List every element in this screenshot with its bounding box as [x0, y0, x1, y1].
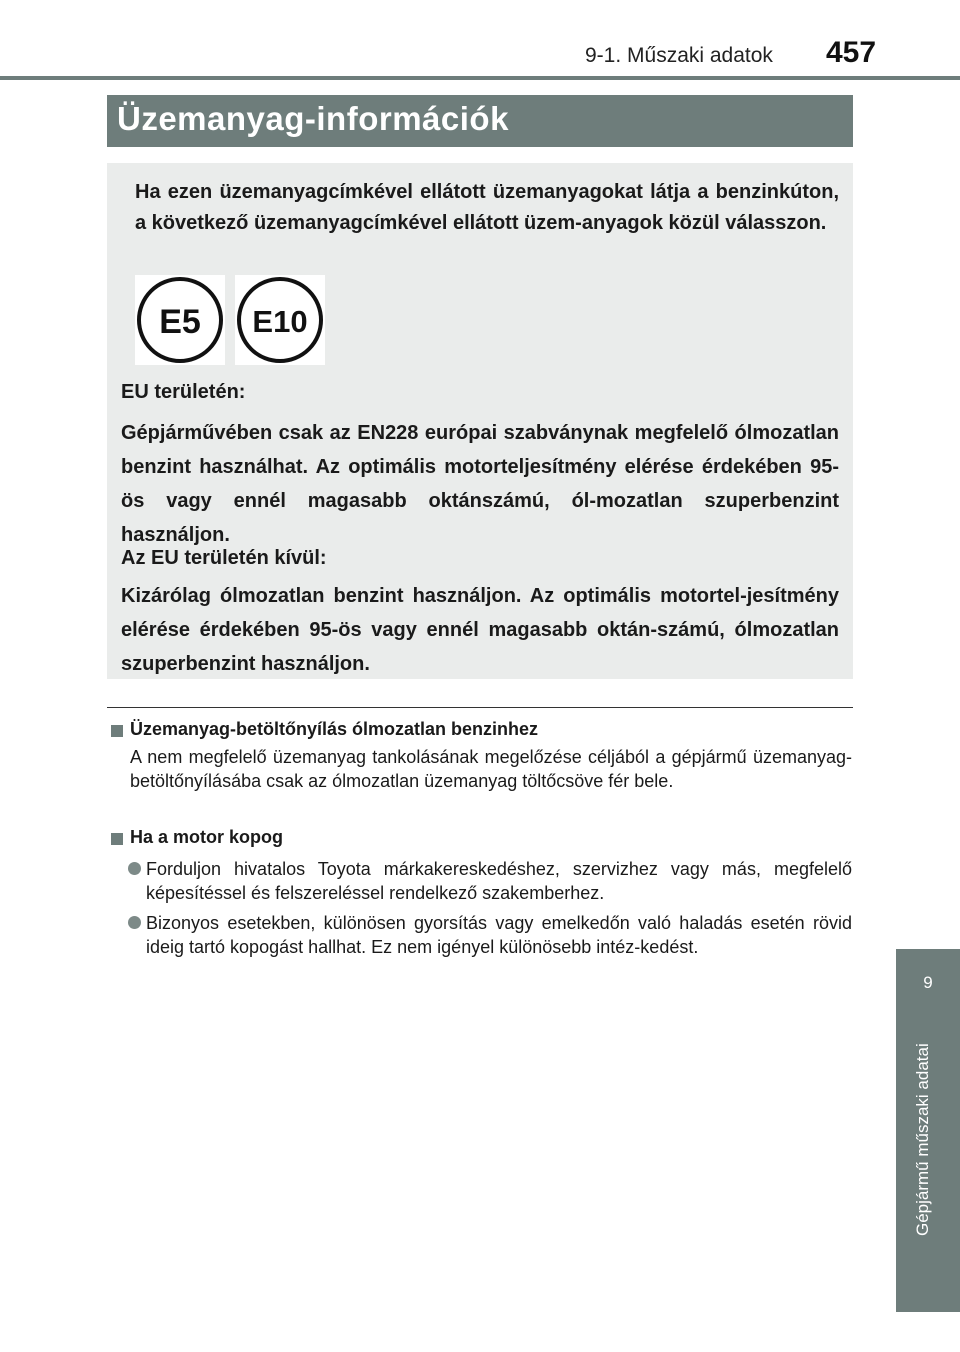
e5-label-text: E5	[159, 303, 201, 341]
square-bullet-icon	[111, 833, 123, 845]
knock-heading: Ha a motor kopog	[130, 827, 284, 847]
page-number: 457	[826, 36, 877, 69]
circle-bullet-icon	[128, 916, 141, 929]
fuel-info-box	[107, 163, 853, 679]
chapter-heading: 9-1. Műszaki adatok	[585, 44, 773, 67]
knock-bullet-2: Bizonyos esetekben, különösen gyorsítás vagy emelkedőn való haladás esetén rövid ideig tartó kopogást hallhat. Ez nem igényel különösebb intéz-kedést.	[146, 913, 852, 957]
eu-text: Gépjárművében csak az EN228 európai szabványnak megfelelő ólmozatlan benzint használhat. Az optimális motorteljesítmény elérése érdekében 95-ös vagy ennél magasabb oktánszámú, ól-mozatlan szuperbenzint használjon.	[121, 422, 839, 546]
eu-heading: EU területén:	[121, 381, 246, 403]
filler-heading: Üzemanyag-betöltőnyílás ólmozatlan benzinhez	[130, 719, 539, 739]
chapter-title: Gépjármű műszaki adatai	[913, 1043, 932, 1236]
section-divider	[107, 707, 853, 708]
e10-label-text: E10	[252, 304, 308, 339]
e5-fuel-label-icon	[135, 275, 225, 365]
chapter-number: 9	[923, 973, 933, 992]
e10-fuel-label-icon	[235, 275, 325, 365]
square-bullet-icon	[111, 725, 123, 737]
non-eu-heading: Az EU területén kívül:	[121, 547, 327, 569]
page-title: Üzemanyag-információk	[107, 95, 853, 147]
intro-text: Ha ezen üzemanyagcímkével ellátott üzemanyagokat látja a benzinkúton, a következő üzemanyagcímkével ellátott üzem-anyagok közül válasszon.	[135, 181, 839, 234]
knock-bullet-1: Forduljon hivatalos Toyota márkakereskedéshez, szervizhez vagy más, megfelelő képesítéssel és felszereléssel rendelkező szakemberhez.	[146, 859, 852, 903]
non-eu-text: Kizárólag ólmozatlan benzint használjon. Az optimális motortel-jesítmény elérése érdekében 95-ös vagy ennél magasabb oktán-számú, ólmozatlan szuperbenzint használjon.	[121, 585, 839, 675]
header-rule	[0, 76, 960, 80]
filler-text: A nem megfelelő üzemanyag tankolásának megelőzése céljából a gépjármű üzemanyag-betöltőnyílásába csak az ólmozatlan üzemanyag töltőcsöve fér bele.	[130, 747, 852, 791]
chapter-side-tab	[896, 949, 960, 1312]
circle-bullet-icon	[128, 862, 141, 875]
